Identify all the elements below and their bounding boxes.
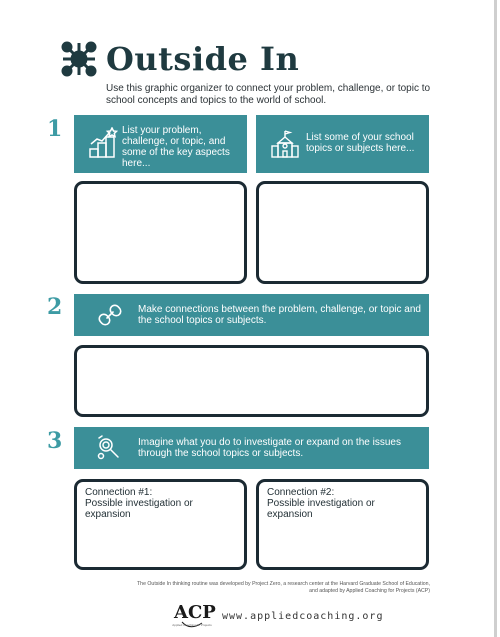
step1-right-banner (256, 115, 429, 173)
school-topics-response-box[interactable] (256, 181, 429, 284)
school-building-icon (270, 129, 300, 159)
website-link[interactable]: www.appliedcoaching.org (222, 611, 384, 622)
step1-left-banner (74, 115, 247, 173)
problem-response-box[interactable] (74, 181, 247, 284)
step2-banner (74, 294, 429, 336)
step2-text: Make connections between the problem, challenge, or topic and the school topics or subjects. (138, 304, 421, 326)
connection-1-subtitle: Possible investigation or expansion (85, 498, 193, 520)
intro-text: Use this graphic organizer to connect your problem, challenge, or topic to school concepts and topics to the world of school. (106, 83, 431, 106)
acp-logo-subtitle: Applied Coaching for Projects (172, 623, 212, 627)
attribution-line-1: The Outside In thinking routine was developed by Project Zero, a research center at the Harvard Graduate School of Education, (137, 581, 430, 587)
step-number-1: 1 (47, 116, 63, 142)
acp-logo: ACP (174, 602, 216, 623)
chain-link-icon (98, 303, 122, 327)
connections-response-box[interactable] (74, 345, 429, 417)
step1-left-text: List your problem, challenge, or topic, and some of the key aspects here... (122, 125, 230, 169)
attribution-note (120, 581, 430, 595)
magnifier-icon (96, 435, 122, 461)
step3-banner (74, 427, 429, 469)
step1-right-text: List some of your school topics or subjects here... (306, 132, 415, 154)
connection-2-subtitle: Possible investigation or expansion (267, 498, 375, 520)
network-icon (58, 38, 100, 80)
page-title: Outside In (106, 40, 300, 78)
attribution-line-2: and adapted by Applied Coaching for Projects (ACP) (309, 588, 430, 594)
step3-text: Imagine what you do to investigate or expand on the issues through the school topics or subjects. (138, 437, 401, 459)
connection-1-title: Connection #1: (85, 487, 153, 498)
step-number-3: 3 (47, 428, 63, 454)
connection-2-title: Connection #2: (267, 487, 335, 498)
growth-steps-icon (88, 127, 118, 159)
connection-1-box[interactable] (74, 479, 247, 570)
step-number-2: 2 (47, 294, 63, 320)
connection-2-box[interactable] (256, 479, 429, 570)
